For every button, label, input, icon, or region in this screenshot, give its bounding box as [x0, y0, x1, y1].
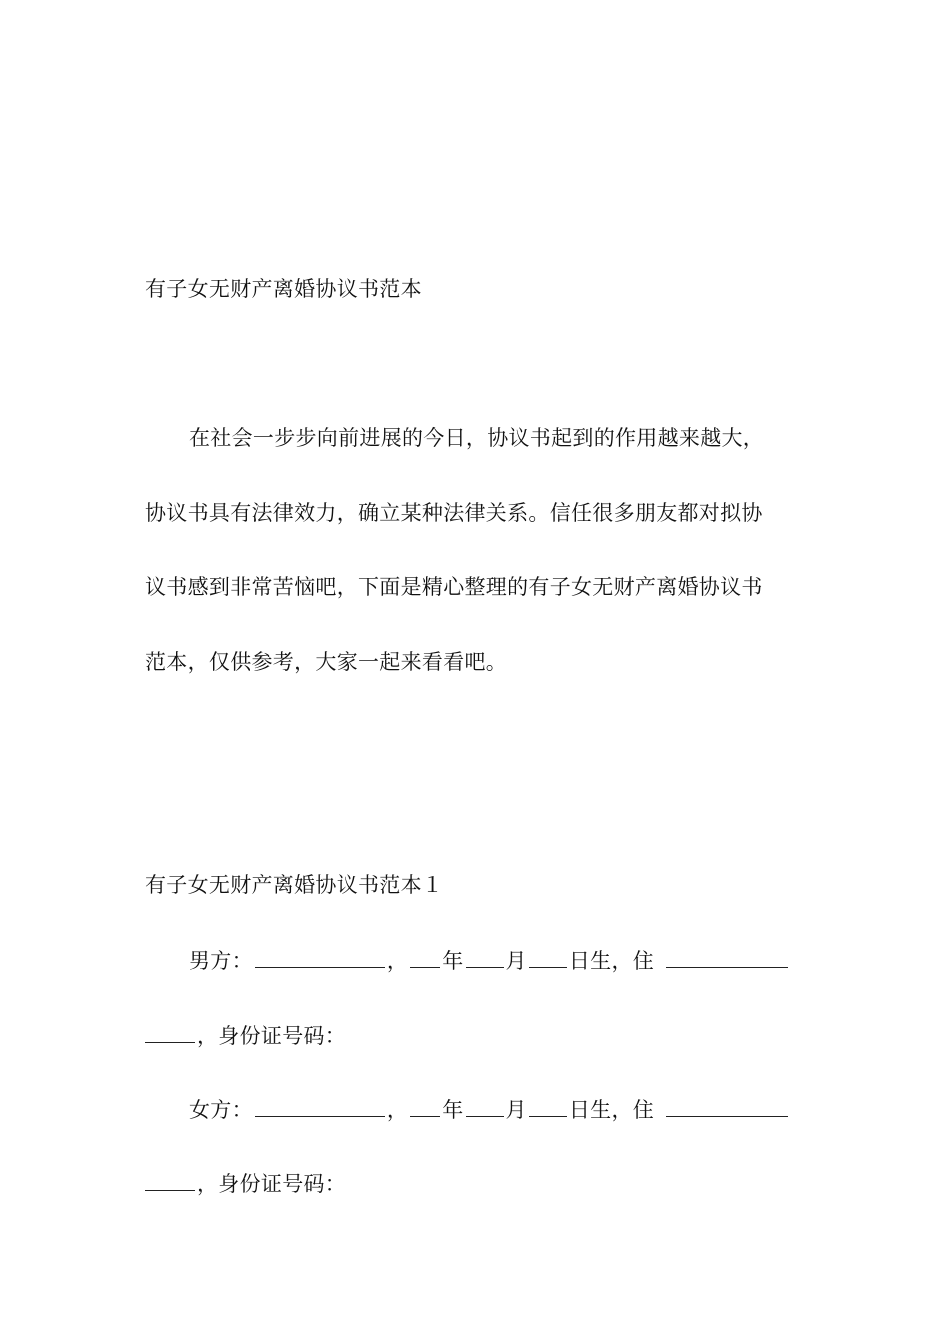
male-address-blank-cont [145, 1020, 195, 1043]
male-address-blank [666, 945, 788, 968]
male-month-label: 月 [505, 949, 527, 973]
female-born-label: 日生，住 [568, 1098, 655, 1122]
male-year-blank [410, 945, 440, 968]
female-id-label: ，身份证号码： [197, 1172, 347, 1196]
male-born-label: 日生，住 [568, 949, 655, 973]
male-day-blank [529, 945, 567, 968]
male-id-label: ，身份证号码： [197, 1024, 347, 1048]
male-label: 男方： [189, 949, 253, 973]
female-id-line [145, 1168, 346, 1199]
male-id-line [145, 1020, 346, 1051]
section-title: 有子女无财产离婚协议书范本１ [145, 873, 444, 897]
intro-line-3: 议书感到非常苦恼吧，下面是精心整理的有子女无财产离婚协议书 [145, 575, 763, 599]
document-title: 有子女无财产离婚协议书范本 [145, 277, 422, 301]
female-address-blank [666, 1094, 788, 1117]
male-month-blank [466, 945, 504, 968]
female-year-label: 年 [442, 1098, 464, 1122]
female-name-blank [255, 1094, 385, 1117]
male-comma: ， [386, 949, 409, 973]
female-comma: ， [386, 1098, 409, 1122]
female-address-blank-cont [145, 1168, 195, 1191]
male-name-blank [255, 945, 385, 968]
female-party-line [189, 1094, 790, 1125]
male-year-label: 年 [442, 949, 464, 973]
intro-line-4: 范本，仅供参考，大家一起来看看吧。 [145, 650, 508, 674]
female-year-blank [410, 1094, 440, 1117]
female-month-blank [466, 1094, 504, 1117]
male-party-line [189, 945, 790, 976]
female-label: 女方： [189, 1098, 253, 1122]
female-day-blank [529, 1094, 567, 1117]
female-month-label: 月 [505, 1098, 527, 1122]
intro-line-2: 协议书具有法律效力，确立某种法律关系。信任很多朋友都对拟协 [145, 501, 763, 525]
intro-line-1: 在社会一步步向前进展的今日，协议书起到的作用越来越大， [189, 426, 765, 450]
